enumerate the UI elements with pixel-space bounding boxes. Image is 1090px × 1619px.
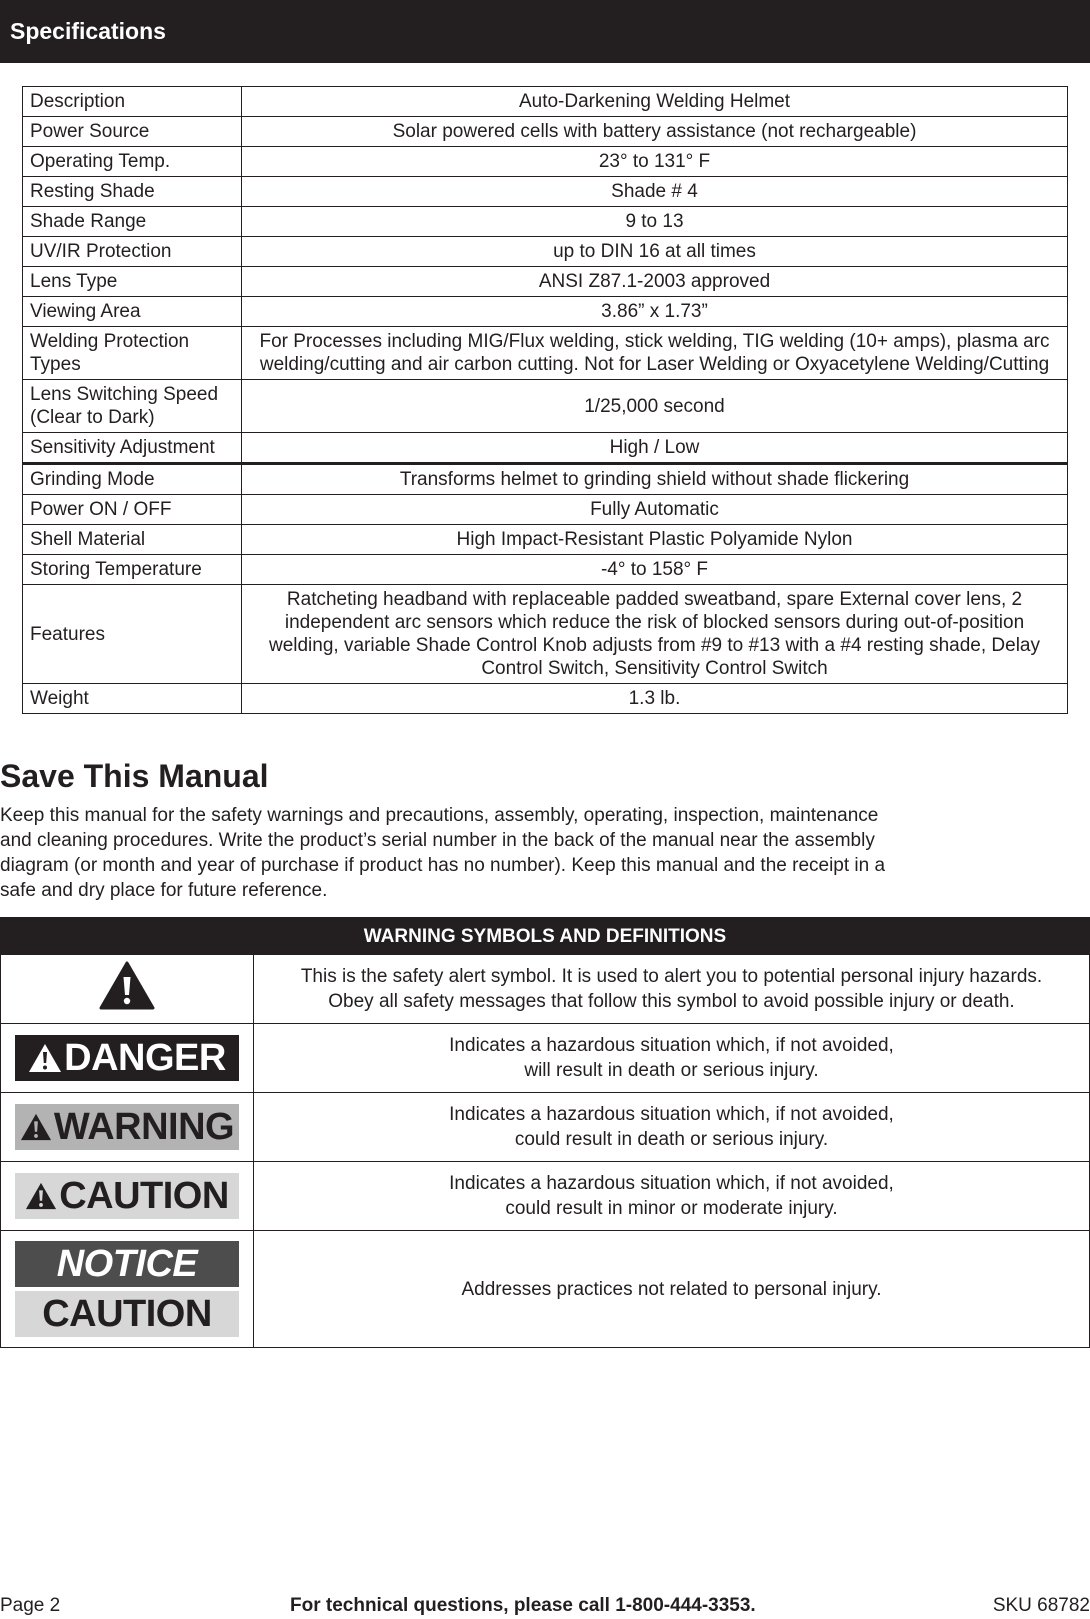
notice-definition: Addresses practices not related to personal injury. xyxy=(461,1278,882,1300)
table-row xyxy=(23,297,1068,327)
safety-alert-icon xyxy=(99,961,155,1011)
spec-label: Power ON / OFF xyxy=(23,495,242,525)
table-row xyxy=(23,207,1068,237)
spec-label: Viewing Area xyxy=(23,297,242,327)
danger-definition-line2: will result in death or serious injury. xyxy=(524,1060,819,1081)
spec-label: Resting Shade xyxy=(23,177,242,207)
caution-no-symbol-signal-word: CAUTION xyxy=(15,1291,239,1337)
spec-label: Shade Range xyxy=(23,207,242,237)
table-row xyxy=(23,464,1068,495)
spec-label: Welding Protection Types xyxy=(23,327,242,380)
table-row xyxy=(23,380,1068,433)
alert-definition-line1: This is the safety alert symbol. It is used to alert you to potential personal injury hazards. xyxy=(300,966,1043,987)
spec-value: -4° to 158° F xyxy=(242,555,1068,585)
table-row xyxy=(1,1024,1090,1093)
alert-definition-line2: Obey all safety messages that follow this symbol to avoid possible injury or death. xyxy=(328,991,1015,1012)
spec-label: Grinding Mode xyxy=(23,464,242,495)
spec-value: up to DIN 16 at all times xyxy=(242,237,1068,267)
notice-signal-word: NOTICE xyxy=(15,1241,239,1287)
table-row xyxy=(23,177,1068,207)
safety-alert-icon xyxy=(20,1112,52,1142)
spec-label: Features xyxy=(23,585,242,684)
notice-caution-signal-words xyxy=(15,1241,239,1337)
spec-value: Auto-Darkening Welding Helmet xyxy=(242,87,1068,117)
page-footer xyxy=(0,1594,1090,1618)
table-row xyxy=(23,147,1068,177)
table-row xyxy=(23,87,1068,117)
spec-label: Operating Temp. xyxy=(23,147,242,177)
spec-label: Shell Material xyxy=(23,525,242,555)
warning-definition-line1: Indicates a hazardous situation which, if not avoided, xyxy=(449,1104,894,1125)
caution-signal-word: CAUTION xyxy=(15,1173,239,1219)
tech-support-text: For technical questions, please call 1-800-444-3353. xyxy=(290,1595,756,1616)
table-row xyxy=(1,1162,1090,1231)
table-row xyxy=(23,267,1068,297)
table-row xyxy=(1,1231,1090,1348)
safety-alert-icon xyxy=(28,1043,62,1073)
spec-value: Solar powered cells with battery assistance (not rechargeable) xyxy=(242,117,1068,147)
spec-value: 1.3 lb. xyxy=(242,684,1068,714)
warning-definition-line2: could result in death or serious injury. xyxy=(514,1129,829,1150)
table-row xyxy=(1,1093,1090,1162)
spec-label: Description xyxy=(23,87,242,117)
table-row xyxy=(23,585,1068,684)
page-number: Page 2 xyxy=(0,1595,61,1616)
spec-value: For Processes including MIG/Flux welding, stick welding, TIG welding (10+ amps), plasma arc welding/cutting and air carbon cutting. Not for Laser Welding or Oxyacetylene Welding/Cutting xyxy=(242,327,1068,380)
spec-value: 23° to 131° F xyxy=(242,147,1068,177)
spec-label: Power Source xyxy=(23,117,242,147)
table-row xyxy=(23,117,1068,147)
spec-label: UV/IR Protection xyxy=(23,237,242,267)
table-row xyxy=(23,555,1068,585)
table-row xyxy=(23,327,1068,380)
table-row xyxy=(23,433,1068,464)
save-manual-title: Save This Manual xyxy=(0,758,269,794)
specifications-table xyxy=(22,86,1068,714)
table-row xyxy=(23,525,1068,555)
warning-symbols-table xyxy=(0,917,1090,1348)
table-row xyxy=(23,237,1068,267)
spec-value: 9 to 13 xyxy=(242,207,1068,237)
spec-value: ANSI Z87.1-2003 approved xyxy=(242,267,1068,297)
table-row xyxy=(23,684,1068,714)
spec-value: 3.86” x 1.73” xyxy=(242,297,1068,327)
spec-value: Ratcheting headband with replaceable padded sweatband, spare External cover lens, 2 independent arc sensors which reduce the risk of blocked sensors during out-of-position welding, variable Shade Control Knob adjusts from #9 to #13 with a #4 resting shade, Delay Control Switch, Sensitivity Control Switch xyxy=(242,585,1068,684)
spec-label: Lens Type xyxy=(23,267,242,297)
spec-label: Weight xyxy=(23,684,242,714)
sku-number: SKU 68782 xyxy=(992,1595,1090,1616)
table-row xyxy=(1,955,1090,1024)
spec-value: Shade # 4 xyxy=(242,177,1068,207)
danger-signal-word: DANGER xyxy=(15,1035,239,1081)
save-manual-text: Keep this manual for the safety warnings and precautions, assembly, operating, inspection, maintenance and cleaning procedures. Write the product’s serial number in the back of the manual near the assembly diagram (or month and year of purchase if product has no number). Keep this manual and the receipt in a safe and dry place for future reference. xyxy=(0,805,886,901)
caution-definition-line2: could result in minor or moderate injury. xyxy=(505,1198,838,1219)
spec-label: Sensitivity Adjustment xyxy=(23,433,242,464)
safety-alert-icon xyxy=(25,1181,57,1211)
table-row xyxy=(23,495,1068,525)
spec-value: High / Low xyxy=(242,433,1068,464)
spec-value: 1/25,000 second xyxy=(242,380,1068,433)
spec-value: Fully Automatic xyxy=(242,495,1068,525)
page-title: Specifications xyxy=(10,18,166,44)
caution-definition-line1: Indicates a hazardous situation which, if not avoided, xyxy=(449,1173,894,1194)
spec-label: Storing Temperature xyxy=(23,555,242,585)
specifications-header xyxy=(0,0,1090,63)
warning-table-heading: WARNING SYMBOLS AND DEFINITIONS xyxy=(1,918,1090,955)
spec-label: Lens Switching Speed (Clear to Dark) xyxy=(23,380,242,433)
spec-value: Transforms helmet to grinding shield without shade flickering xyxy=(242,464,1068,495)
spec-value: High Impact-Resistant Plastic Polyamide Nylon xyxy=(242,525,1068,555)
danger-definition-line1: Indicates a hazardous situation which, if not avoided, xyxy=(449,1035,894,1056)
warning-signal-word: WARNING xyxy=(15,1104,239,1150)
